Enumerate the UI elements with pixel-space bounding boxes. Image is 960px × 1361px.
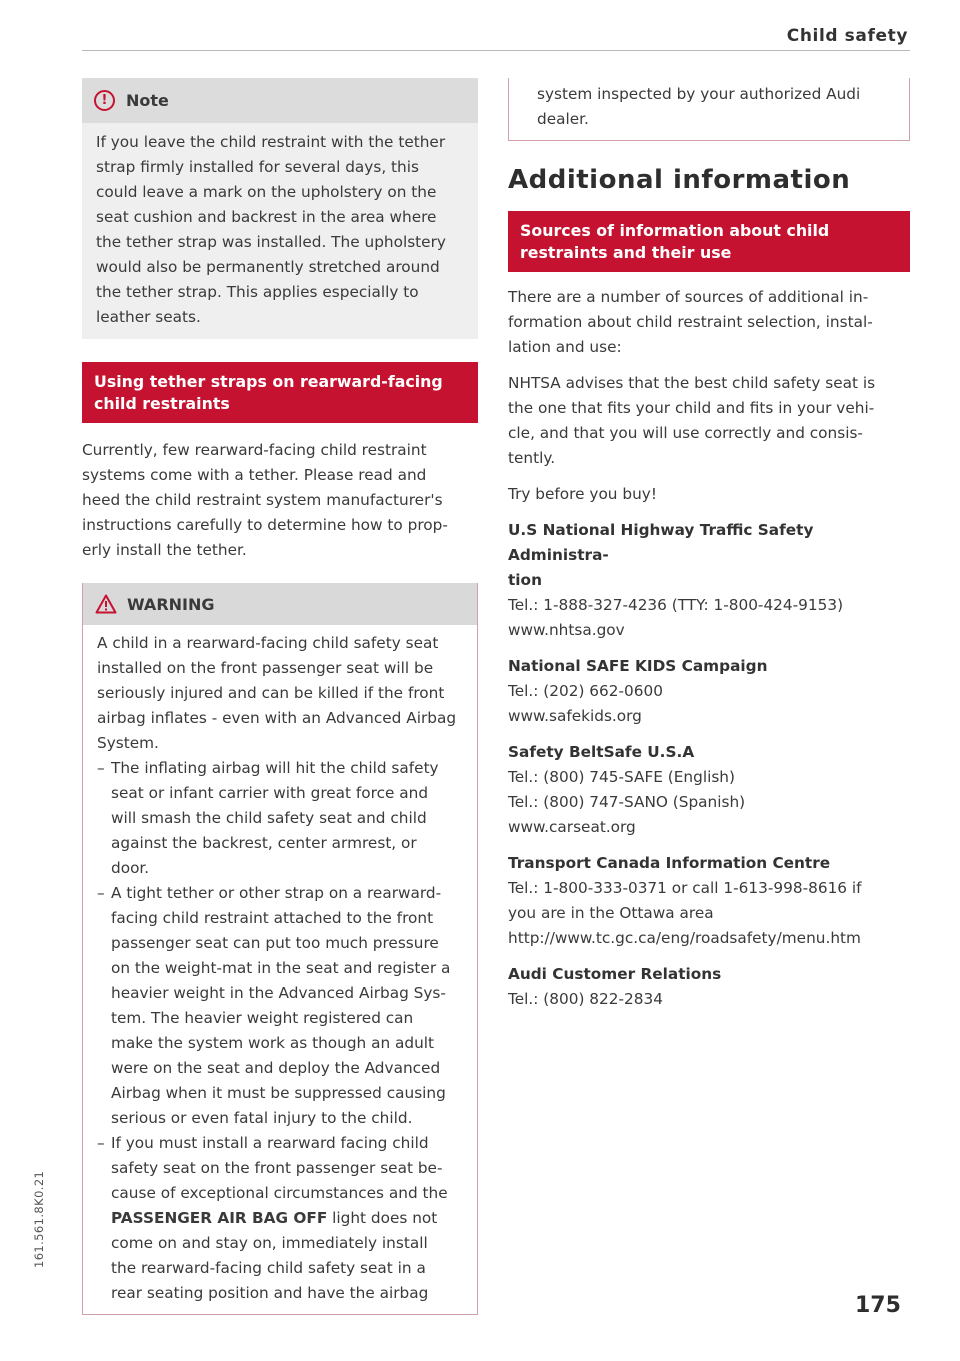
section-heading: Additional information	[508, 165, 851, 195]
contact-phone: Tel.: (800) 822-2834	[508, 990, 663, 1008]
bullet-line: cause of exceptional circumstances and the	[111, 1184, 448, 1202]
bullet-line: door.	[111, 859, 150, 877]
bullet-line: were on the seat and deploy the Advanced	[111, 1059, 441, 1077]
note-line: would also be permanently stretched around	[96, 258, 440, 276]
note-line: If you leave the child restraint with the tether	[96, 133, 446, 151]
bullet-line: tem. The heavier weight registered can	[111, 1009, 414, 1027]
note-line: strap firmly installed for several days, this	[96, 158, 419, 176]
bullet-line: on the weight-mat in the seat and register a	[111, 959, 451, 977]
note-line: could leave a mark on the upholstery on the	[96, 183, 437, 201]
left-column	[82, 78, 478, 1315]
section-title: Child safety	[786, 26, 908, 46]
document-code: 161.561.8K0.21	[32, 1170, 46, 1268]
warning-body	[83, 625, 477, 1314]
warning-header	[83, 583, 477, 625]
bullet-line: facing child restraint attached to the front	[111, 909, 434, 927]
warning-box	[82, 583, 478, 1315]
note-header	[82, 78, 478, 123]
note-title: Note	[126, 91, 169, 110]
bullet-line-tail: light does not	[327, 1209, 438, 1227]
right-column	[508, 78, 910, 1012]
contact-entry	[508, 740, 910, 840]
note-line: the tether strap. This applies especially to	[96, 283, 419, 301]
contact-name: Audi Customer Relations	[508, 965, 722, 983]
bullet-line: passenger seat can put too much pressure	[111, 934, 439, 952]
continuation-line: system inspected by your authorized Audi	[537, 85, 861, 103]
bullet-line: Airbag when it must be suppressed causing	[111, 1084, 446, 1102]
bullet-line: rear seating position and have the airbag	[111, 1284, 429, 1302]
warning-line: installed on the front passenger seat will be	[97, 659, 434, 677]
bullet-line: the rearward-facing child safety seat in a	[111, 1259, 426, 1277]
bullet-line: will smash the child safety seat and child	[111, 809, 427, 827]
note-line: the tether strap was installed. The upholstery	[96, 233, 446, 251]
bullet-dash: –	[97, 884, 105, 902]
paragraph-line: erly install the tether.	[82, 541, 247, 559]
contact-entry	[508, 518, 910, 643]
continuation-line: dealer.	[537, 110, 589, 128]
contact-phone: Tel.: (800) 747-SANO (Spanish)	[508, 793, 746, 811]
contact-phone: Tel.: (202) 662-0600	[508, 682, 663, 700]
paragraph-line: cle, and that you will use correctly and consis-	[508, 424, 863, 442]
warning-bullet	[97, 1131, 465, 1306]
paragraph-line: tently.	[508, 449, 556, 467]
bullet-line: come on and stay on, immediately install	[111, 1234, 428, 1252]
bullet-line: If you must install a rearward facing child	[111, 1134, 429, 1152]
paragraph-line: heed the child restraint system manufacturer's	[82, 491, 443, 509]
contact-entry	[508, 851, 910, 951]
paragraph-line: lation and use:	[508, 338, 622, 356]
paragraph-line: systems come with a tether. Please read and	[82, 466, 427, 484]
page-number: 175	[855, 1293, 901, 1318]
contact-website: www.carseat.org	[508, 818, 636, 836]
heading-line: child restraints	[94, 394, 230, 413]
contact-website: http://www.tc.gc.ca/eng/roadsafety/menu.htm	[508, 929, 861, 947]
paragraph-line: There are a number of sources of additional in-	[508, 288, 869, 306]
bullet-line: heavier weight in the Advanced Airbag Sys-	[111, 984, 446, 1002]
tether-paragraph	[82, 438, 478, 563]
contact-phone: Tel.: 1-800-333-0371 or call 1-613-998-8616 if	[508, 879, 862, 897]
paragraph-line: instructions carefully to determine how to prop-	[82, 516, 448, 534]
heading-line: restraints and their use	[520, 243, 732, 262]
contact-name: National SAFE KIDS Campaign	[508, 657, 768, 675]
warning-line: System.	[97, 734, 159, 752]
paragraph-line: the one that fits your child and fits in your vehi-	[508, 399, 875, 417]
bullet-line: A tight tether or other strap on a rearward-	[111, 884, 442, 902]
warning-continuation-box	[508, 78, 910, 141]
note-line: leather seats.	[96, 308, 201, 326]
contact-phone: Tel.: (800) 745-SAFE (English)	[508, 768, 735, 786]
bullet-line: make the system work as though an adult	[111, 1034, 435, 1052]
contact-name: U.S National Highway Traffic Safety Administra-	[508, 521, 814, 564]
bullet-text	[111, 756, 465, 881]
contact-name: Transport Canada Information Centre	[508, 854, 831, 872]
bullet-line: safety seat on the front passenger seat be-	[111, 1159, 443, 1177]
contact-name: Safety BeltSafe U.S.A	[508, 743, 695, 761]
bullet-line: against the backrest, center armrest, or	[111, 834, 417, 852]
try-line: Try before you buy!	[508, 485, 657, 503]
warning-triangle-icon	[95, 594, 117, 614]
warning-title: WARNING	[127, 594, 215, 614]
warning-bullet	[97, 756, 465, 881]
warning-line: seriously injured and can be killed if the front	[97, 684, 445, 702]
bullet-dash: –	[97, 1134, 105, 1152]
heading-line: Using tether straps on rearward-facing	[94, 372, 443, 391]
nhtsa-paragraph	[508, 371, 910, 471]
bullet-line: seat or infant carrier with great force and	[111, 784, 429, 802]
contact-website: www.safekids.org	[508, 707, 642, 725]
warning-bullet	[97, 881, 465, 1131]
bullet-line: The inflating airbag will hit the child safety	[111, 759, 439, 777]
note-body	[82, 123, 478, 339]
contact-name: tion	[508, 571, 542, 589]
bullet-line: serious or even fatal injury to the child.	[111, 1109, 413, 1127]
sources-subheading	[508, 211, 910, 272]
contact-detail: you are in the Ottawa area	[508, 904, 714, 922]
indicator-light-name: PASSENGER AIR BAG OFF	[111, 1209, 328, 1227]
warning-line: A child in a rearward-facing child safety seat	[97, 634, 439, 652]
bullet-text	[111, 881, 465, 1131]
paragraph-line: Currently, few rearward-facing child restraint	[82, 441, 427, 459]
bullet-line	[111, 1206, 465, 1231]
warning-line: airbag inflates - even with an Advanced Airbag	[97, 709, 457, 727]
tether-section-heading	[82, 362, 478, 423]
contact-entry	[508, 962, 910, 1012]
heading-line: Sources of information about child	[520, 221, 830, 240]
intro-paragraph	[508, 285, 910, 360]
header-rule	[82, 50, 910, 51]
paragraph-line: formation about child restraint selection, instal-	[508, 313, 873, 331]
paragraph-line: NHTSA advises that the best child safety seat is	[508, 374, 876, 392]
bullet-dash: –	[97, 759, 105, 777]
contact-website: www.nhtsa.gov	[508, 621, 625, 639]
info-icon: !	[94, 90, 115, 111]
note-box	[82, 78, 478, 339]
contact-phone: Tel.: 1-888-327-4236 (TTY: 1-800-424-9153)	[508, 596, 844, 614]
note-line: seat cushion and backrest in the area where	[96, 208, 437, 226]
bullet-text	[111, 1131, 465, 1306]
contact-entry	[508, 654, 910, 729]
